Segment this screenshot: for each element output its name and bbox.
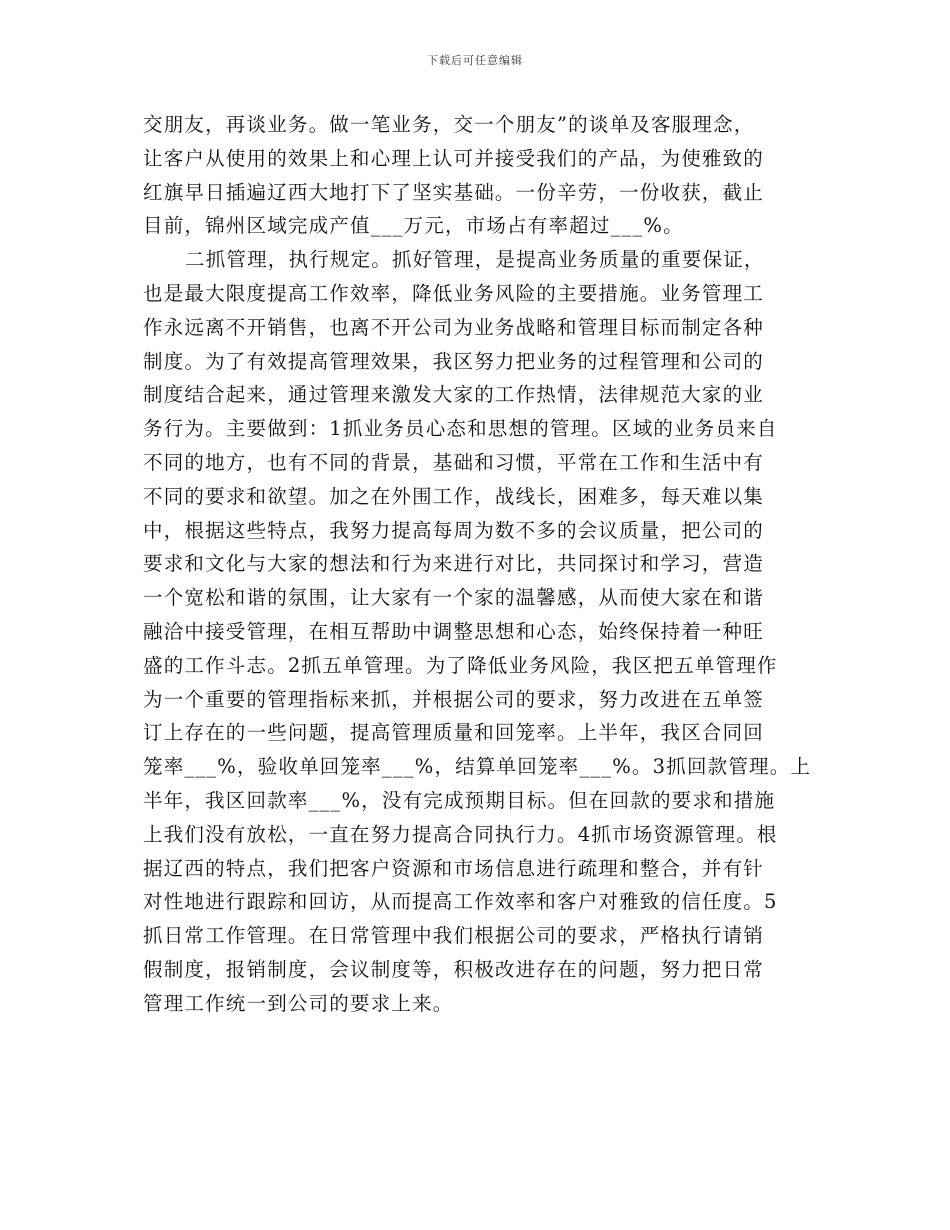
text-line: 交朋友，再谈业务。做一笔业务，交一个朋友”的谈单及客服理念， — [143, 113, 755, 136]
page-header: 下载后可任意编辑 — [427, 54, 523, 67]
text-line: 上我们没有放松，一直在努力提高合同执行力。4抓市场资源管理。根 — [143, 822, 778, 846]
text-line: 盛的工作斗志。2抓五单管理。为了降低业务风险，我区把五单管理作 — [143, 653, 778, 677]
text-line: 假制度，报销制度，会议制度等，积极改进存在的问题，努力把日常 — [143, 957, 765, 981]
text-line: 红旗早日插遍辽西大地打下了坚实基础。一份辛劳，一份收获，截止 — [143, 180, 765, 204]
text-line: 半年，我区回款率___%，没有完成预期目标。但在回款的要求和措施 — [143, 788, 776, 812]
text-line: 对性地进行跟踪和回访，从而提高工作效率和客户对雅致的信任度。5 — [143, 890, 778, 914]
text-line: 务行为。主要做到：1抓业务员心态和思想的管理。区域的业务员来自 — [143, 417, 778, 441]
text-line: 融洽中接受管理，在相互帮助中调整思想和心态，始终保持着一种旺 — [143, 619, 765, 643]
text-line: 一个宽松和谐的氛围，让大家有一个家的温馨感，从而使大家在和谐 — [143, 586, 765, 610]
document-body — [143, 108, 815, 1021]
text-line: 中，根据这些特点，我努力提高每周为数不多的会议质量，把公司的 — [143, 518, 765, 542]
paragraph-start-line: 二抓管理，执行规定。抓好管理，是提高业务质量的重要保证， — [185, 248, 765, 272]
text-line: 让客户从使用的效果上和心理上认可并接受我们的产品，为使雅致的 — [143, 146, 765, 170]
text-line: 抓日常工作管理。在日常管理中我们根据公司的要求，严格执行请销 — [143, 924, 765, 948]
text-line: 也是最大限度提高工作效率，降低业务风险的主要措施。业务管理工 — [143, 281, 765, 305]
text-line: 为一个重要的管理指标来抓，并根据公司的要求，努力改进在五单签 — [143, 687, 765, 711]
text-line: 据辽西的特点，我们把客户资源和市场信息进行疏理和整合，并有针 — [143, 856, 765, 880]
text-line: 管理工作统一到公司的要求上来。 — [143, 991, 454, 1015]
text-line: 作永远离不开销售，也离不开公司为业务战略和管理目标而制定各种 — [143, 315, 765, 339]
text-line: 要求和文化与大家的想法和行为来进行对比，共同探讨和学习，营造 — [143, 552, 765, 576]
text-line: 订上存在的一些问题，提高管理质量和回笼率。上半年，我区合同回 — [143, 721, 765, 745]
text-line: 笼率___%，验收单回笼率___%，结算单回笼率___%。3抓回款管理。上 — [143, 755, 812, 779]
text-line: 目前，锦州区域完成产值___万元，市场占有率超过___%。 — [143, 214, 684, 238]
text-line: 不同的地方，也有不同的背景，基础和习惯，平常在工作和生活中有 — [143, 450, 765, 474]
text-line: 制度结合起来，通过管理来激发大家的工作热情，法律规范大家的业 — [143, 383, 765, 407]
text-line: 制度。为了有效提高管理效果，我区努力把业务的过程管理和公司的 — [143, 349, 765, 373]
text-line: 不同的要求和欲望。加之在外围工作，战线长，困难多，每天难以集 — [143, 484, 765, 508]
